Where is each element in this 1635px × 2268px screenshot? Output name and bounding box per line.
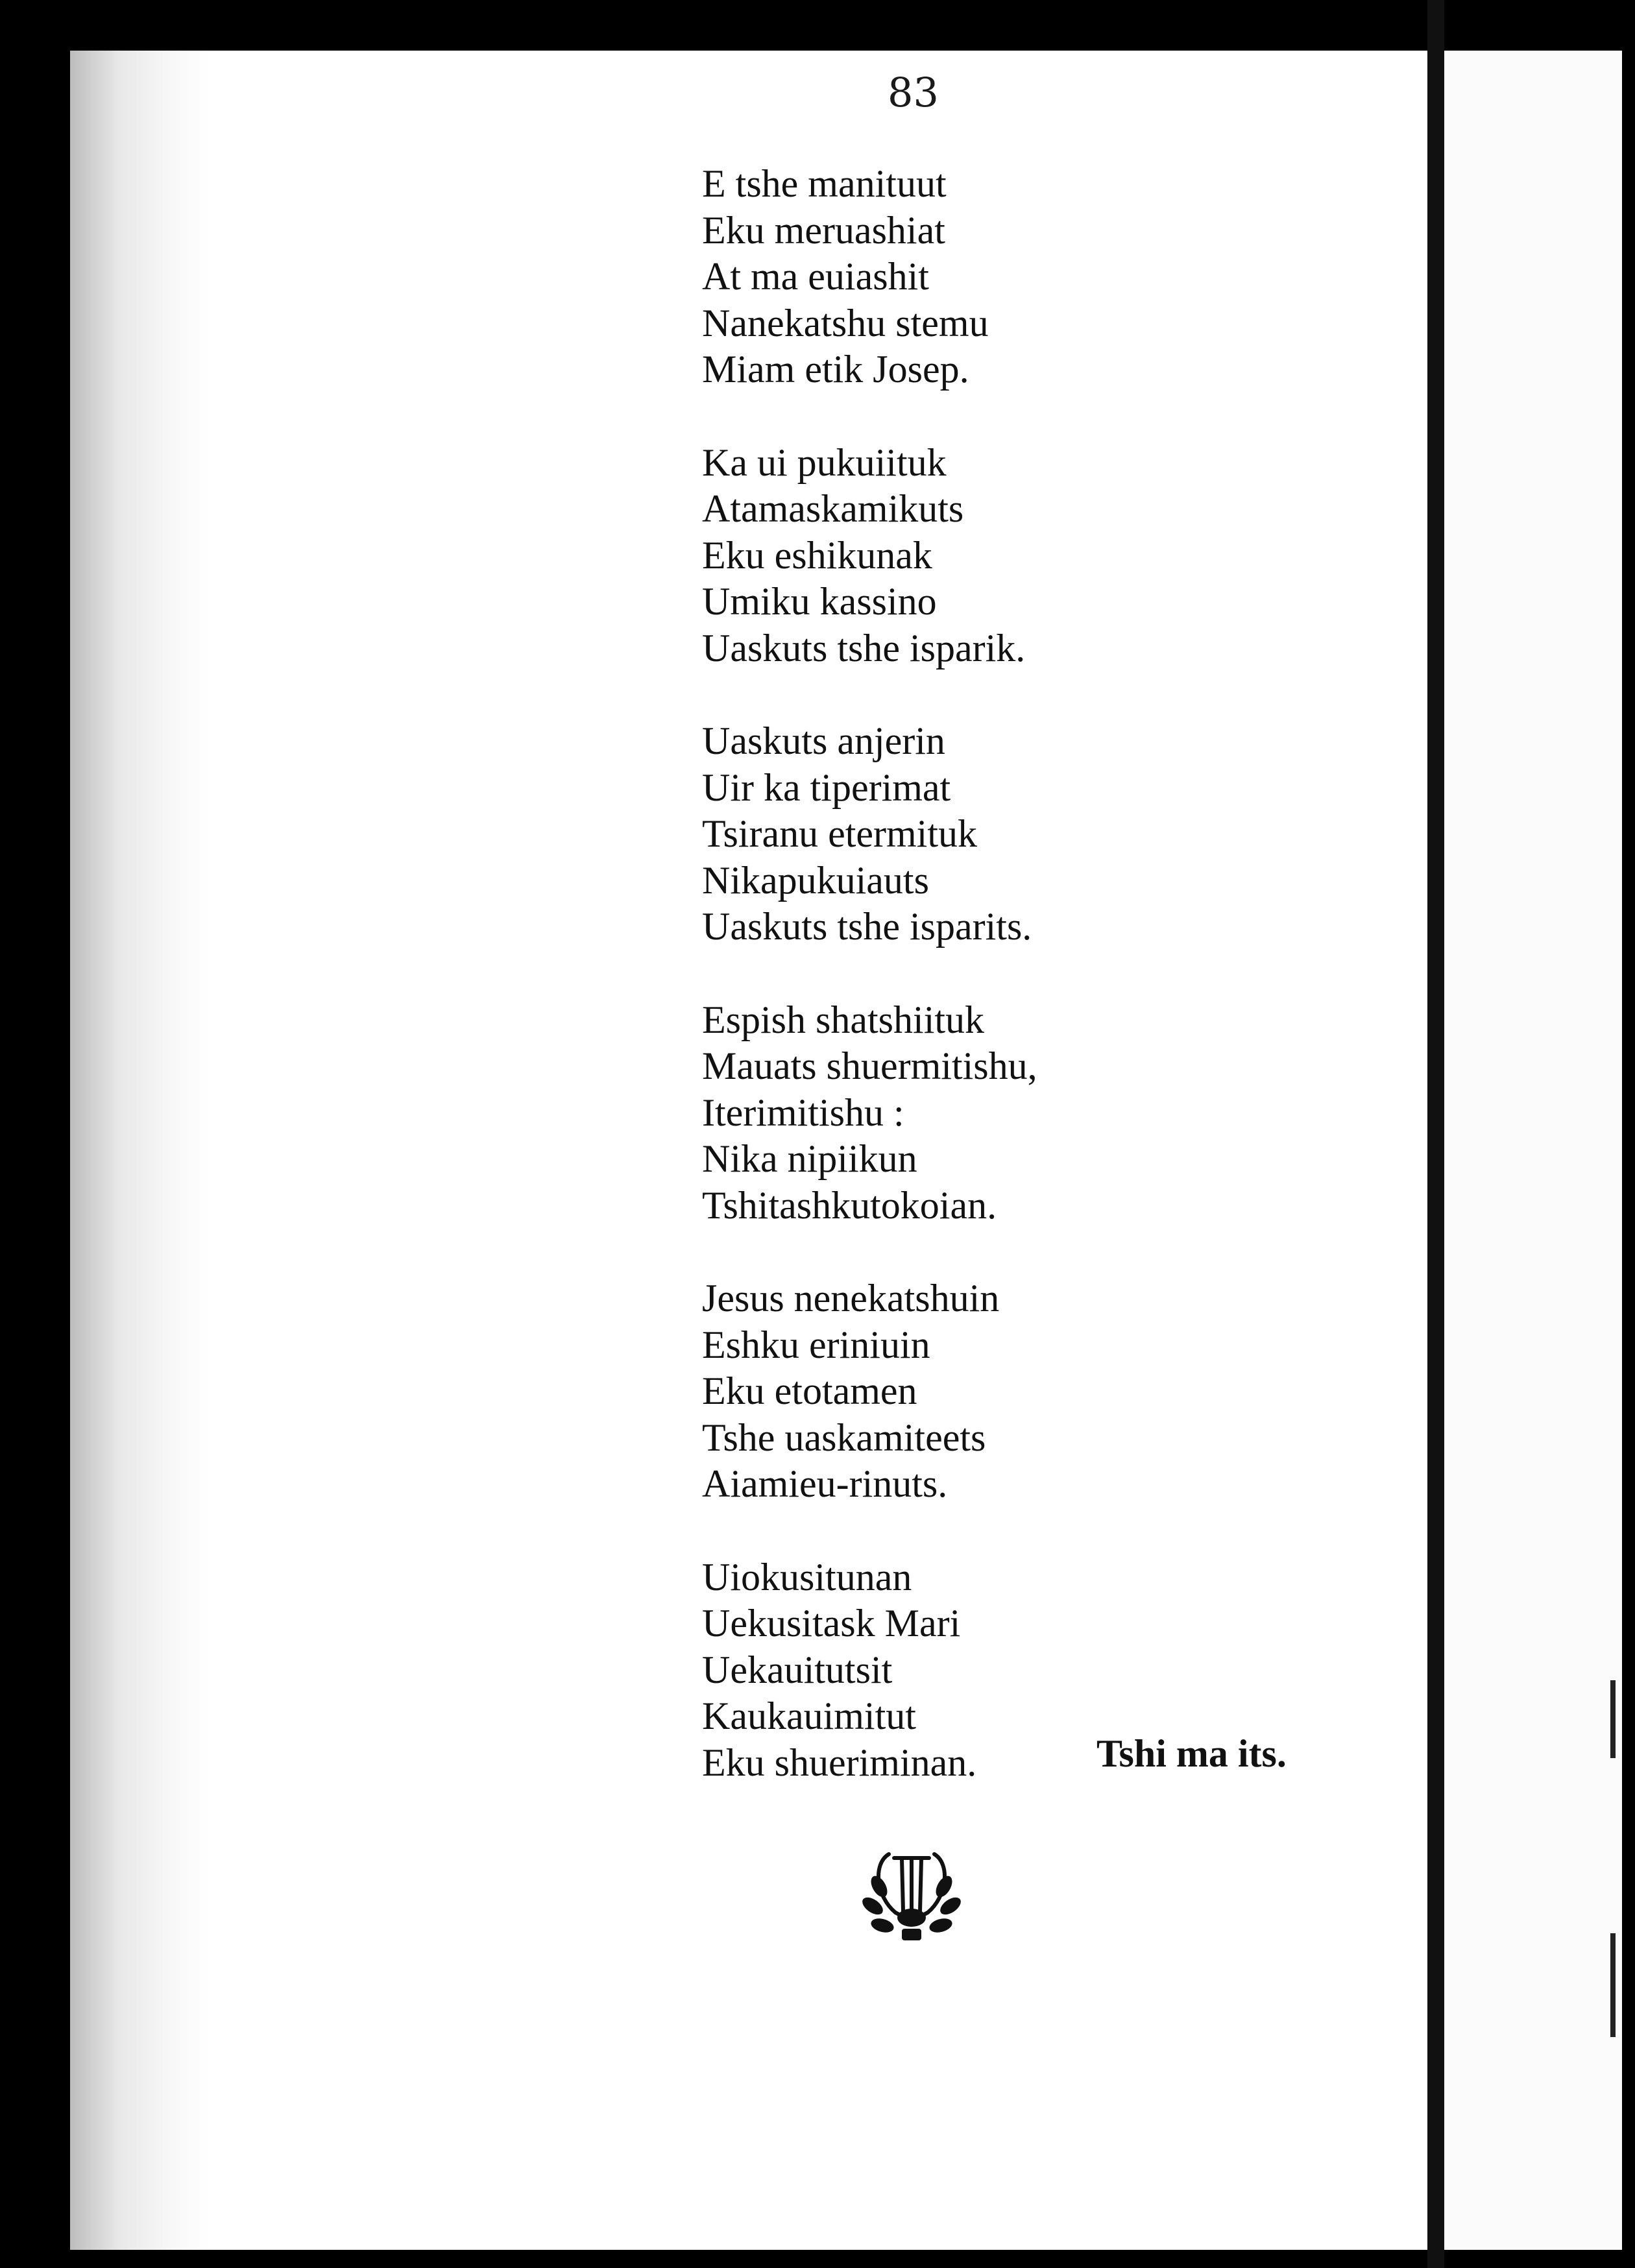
hymn-line: Uiokusitunan (702, 1555, 912, 1598)
hymn-line: Ka ui pukuiituk (702, 440, 947, 484)
hymn-line: Tshitashkutokoian. (702, 1183, 997, 1227)
hymn-stanza (702, 997, 1037, 1229)
hymn-line: Nikapukuiauts (702, 858, 929, 902)
hymn-line: Eku shueriminan. (702, 1741, 977, 1784)
hymn-line: Miam etik Josep. (702, 348, 969, 391)
hymn-stanza (702, 718, 1037, 950)
hymn-line: Nika nipiikun (702, 1137, 917, 1180)
lyre-ornament-icon (850, 1835, 973, 1958)
hymn-line: Uaskuts anjerin (702, 719, 945, 762)
hymn-line: Mauats shuermitishu, (702, 1044, 1037, 1087)
hymn-stanza (702, 161, 1037, 393)
closing-text: Tshi ma its. (1096, 1732, 1287, 1775)
hymn-line: Tshe uaskamiteets (702, 1416, 986, 1459)
hymn-line: Eshku eriniuin (702, 1323, 930, 1366)
hymn-line: Umiku kassino (702, 580, 937, 623)
hymn-line: At ma euiashit (702, 255, 929, 298)
hymn-line: Aiamieu-rinuts. (702, 1462, 948, 1505)
hymn-line: Uir ka tiperimat (702, 766, 951, 809)
hymn-stanza (702, 1275, 1037, 1508)
book-gutter (1427, 0, 1444, 2268)
facing-page-bleed-through (1448, 156, 1617, 2102)
hymn-line: Eku meruashiat (702, 208, 945, 252)
hymn-line: E tshe manituut (702, 162, 947, 205)
hymn-line: Tsiranu etermituk (702, 812, 978, 855)
hymn-line: Nanekatshu stemu (702, 301, 989, 344)
hymn-stanza (702, 1554, 1037, 1787)
page-number: 83 (888, 69, 939, 116)
hymn-line: Kaukauimitut (702, 1695, 916, 1737)
hymn-text (702, 161, 1037, 1786)
hymn-line: Eku eshikunak (702, 533, 932, 577)
hymn-line: Uaskuts tshe isparits. (702, 905, 1032, 948)
hymn-line: Eku etotamen (702, 1369, 917, 1412)
hymn-line: Uaskuts tshe isparik. (702, 626, 1026, 670)
hymn-line: Iterimitishu : (702, 1091, 904, 1134)
hymn-line: Jesus nenekatshuin (702, 1277, 1000, 1320)
hymn-stanza (702, 440, 1037, 672)
hymn-line: Uekusitask Mari (702, 1602, 961, 1645)
hymn-line: Espish shatshiituk (702, 998, 985, 1041)
scan-right-border (1622, 0, 1635, 2268)
hymn-line: Atamaskamikuts (702, 487, 964, 530)
hymn-line: Uekauitutsit (702, 1648, 893, 1691)
page-edge-shadow (70, 51, 210, 2250)
